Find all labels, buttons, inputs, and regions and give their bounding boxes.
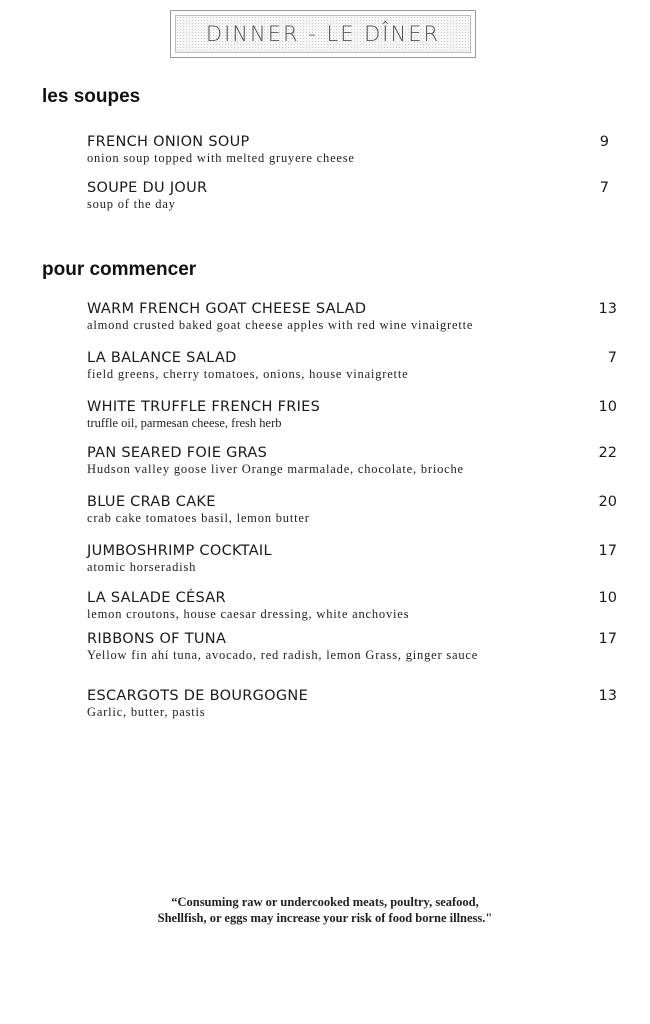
- menu-item-name: ESCARGOTS DE BOURGOGNE: [87, 688, 309, 704]
- disclaimer-line-1: “Consuming raw or undercooked meats, poultry, seafood,: [171, 895, 479, 909]
- menu-item-price: 13: [598, 301, 617, 317]
- menu-item-description: Hudson valley goose liver Orange marmalade, chocolate, brioche: [87, 462, 464, 476]
- menu-item-name: LA SALADE CÉSAR: [87, 590, 226, 606]
- menu-item-price: 7: [599, 180, 609, 196]
- menu-item-soupe-du-jour: [87, 179, 617, 212]
- section-heading-starters: pour commencer: [42, 259, 197, 280]
- menu-item-description: lemon croutons, house caesar dressing, white anchovies: [87, 607, 410, 621]
- menu-item-price: 17: [598, 543, 617, 559]
- section-heading-soups: les soupes: [42, 86, 141, 107]
- menu-item-price: 10: [598, 399, 617, 415]
- menu-item-name: PAN SEARED FOIE GRAS: [87, 445, 268, 461]
- menu-item-la-balance-salad: [87, 349, 617, 382]
- menu-item-price: 9: [599, 134, 609, 150]
- menu-title-frame: [170, 10, 476, 58]
- menu-item-price: 22: [598, 445, 617, 461]
- menu-item-blue-crab-cake: [87, 493, 617, 526]
- menu-title-panel: [175, 15, 471, 53]
- menu-item-escargots: [87, 687, 617, 720]
- menu-item-name: RIBBONS OF TUNA: [87, 631, 227, 647]
- menu-item-description: Yellow fin ahí tuna, avocado, red radish, lemon Grass, ginger sauce: [87, 648, 479, 662]
- menu-item-name: SOUPE DU JOUR: [87, 180, 208, 196]
- menu-item-name: JUMBOSHRIMP COCKTAIL: [87, 543, 272, 559]
- menu-item-description: Garlic, butter, pastis: [87, 705, 206, 719]
- menu-item-price: 10: [598, 590, 617, 606]
- menu-item-ribbons-of-tuna: [87, 630, 617, 663]
- menu-item-description: soup of the day: [87, 197, 176, 211]
- disclaimer-line-2: Shellfish, or eggs may increase your risk of food borne illness.": [157, 911, 493, 925]
- menu-item-shrimp-cocktail: [87, 542, 617, 575]
- menu-item-description: truffle oil, parmesan cheese, fresh herb: [87, 416, 282, 430]
- menu-item-name: FRENCH ONION SOUP: [87, 134, 250, 150]
- menu-item-salade-cesar: [87, 589, 617, 622]
- menu-title: DINNER - LE DÎNER: [205, 22, 441, 46]
- menu-item-french-onion-soup: [87, 133, 617, 166]
- menu-item-price: 7: [607, 350, 617, 366]
- menu-item-description: almond crusted baked goat cheese apples with red wine vinaigrette: [87, 318, 474, 332]
- menu-item-description: crab cake tomatoes basil, lemon butter: [87, 511, 310, 525]
- menu-item-name: LA BALANCE SALAD: [87, 350, 237, 366]
- menu-item-foie-gras: [87, 444, 617, 477]
- food-safety-disclaimer: [100, 894, 550, 926]
- menu-item-description: atomic horseradish: [87, 560, 197, 574]
- menu-item-price: 13: [598, 688, 617, 704]
- menu-item-price: 17: [598, 631, 617, 647]
- menu-item-description: onion soup topped with melted gruyere cheese: [87, 151, 355, 165]
- menu-item-name: WHITE TRUFFLE FRENCH FRIES: [87, 399, 321, 415]
- menu-item-price: 20: [598, 494, 617, 510]
- menu-item-truffle-fries: [87, 398, 617, 431]
- menu-item-name: WARM FRENCH GOAT CHEESE SALAD: [87, 301, 367, 317]
- menu-item-goat-cheese-salad: [87, 300, 617, 333]
- menu-item-name: BLUE CRAB CAKE: [87, 494, 216, 510]
- menu-item-description: field greens, cherry tomatoes, onions, house vinaigrette: [87, 367, 409, 381]
